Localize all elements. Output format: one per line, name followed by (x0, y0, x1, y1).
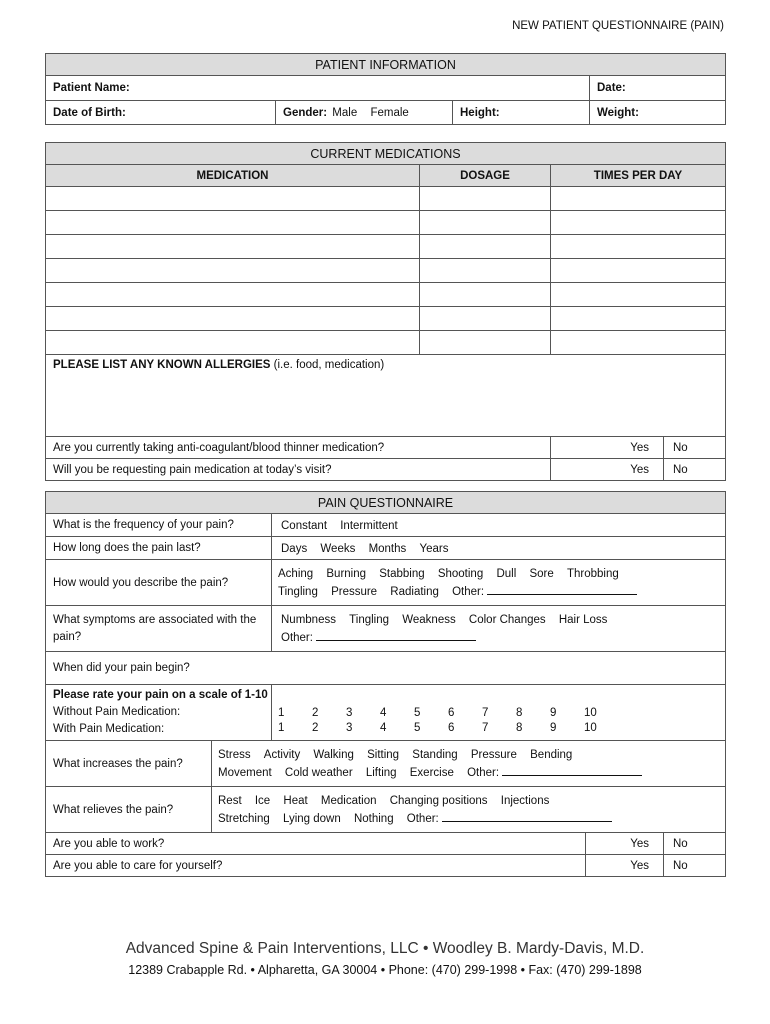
rating-with-option[interactable] (344, 721, 378, 734)
pain-begin-label: When did your pain begin? (53, 662, 190, 674)
no-label: No (673, 838, 688, 850)
rating-value: 3 (346, 722, 353, 734)
rating-without-option[interactable] (446, 706, 480, 719)
rating-value: 9 (550, 722, 557, 734)
option-lifting[interactable]: Lifting (365, 766, 397, 779)
pain-questionnaire-header: PAIN QUESTIONNAIRE (46, 492, 726, 514)
rating-labels (46, 685, 272, 741)
rating-with-option[interactable] (310, 721, 344, 734)
option-exercise[interactable]: Exercise (409, 766, 454, 779)
rating-scales (272, 685, 726, 741)
times-per-day-column-header: TIMES PER DAY (551, 165, 726, 187)
option-radiating[interactable]: Radiating (390, 585, 439, 598)
rating-without-label: Without Pain Medication: (53, 706, 181, 718)
gender-male-option[interactable]: Male (332, 107, 358, 119)
pain-questionnaire-table (45, 491, 726, 877)
no-label: No (673, 860, 688, 872)
work-question: Are you able to work? (46, 833, 586, 855)
height-field[interactable] (453, 101, 590, 125)
option-stress[interactable]: Stress (218, 748, 251, 761)
option-pressure[interactable]: Pressure (331, 585, 378, 598)
rating-without-option[interactable] (582, 706, 616, 719)
rating-value: 7 (482, 707, 489, 719)
rating-without-option[interactable] (276, 706, 310, 719)
yes-label: Yes (630, 464, 649, 476)
duration-options (272, 537, 726, 560)
rating-with-option[interactable] (480, 721, 514, 734)
option-activity[interactable]: Activity (263, 748, 301, 761)
increases-question: What increases the pain? (46, 741, 212, 787)
rating-value: 9 (550, 707, 557, 719)
dosage-cell[interactable] (420, 283, 551, 307)
option-color-changes[interactable]: Color Changes (468, 613, 546, 626)
current-medications-table (45, 142, 726, 481)
dob-label: Date of Birth: (53, 106, 126, 119)
symptoms-options (272, 606, 726, 652)
self-care-yes-option[interactable] (586, 855, 664, 877)
rating-grid (276, 706, 718, 734)
option-days[interactable]: Days (281, 542, 308, 555)
rating-value: 1 (278, 707, 285, 719)
yes-label: Yes (630, 838, 649, 850)
medication-cell[interactable] (46, 211, 420, 235)
option-sitting[interactable]: Sitting (367, 748, 400, 761)
rating-value: 3 (346, 707, 353, 719)
symptoms-question: What symptoms are associated with the pain? (46, 606, 272, 652)
dosage-cell[interactable] (420, 187, 551, 211)
medication-column-header: MEDICATION (46, 165, 420, 187)
anticoag-question: Are you currently taking anti-coagulant/blood thinner medication? (46, 437, 551, 459)
allergies-hint: (i.e. food, medication) (270, 359, 385, 371)
option-heat[interactable]: Heat (283, 794, 308, 807)
option-stabbing[interactable]: Stabbing (379, 567, 425, 580)
rating-value: 5 (414, 722, 421, 734)
other-label: Other: (281, 631, 313, 644)
option-movement[interactable]: Movement (218, 766, 272, 779)
rating-value: 5 (414, 707, 421, 719)
rating-title: Please rate your pain on a scale of 1-10 (53, 689, 268, 701)
rating-with-option[interactable] (276, 721, 310, 734)
rating-with-option[interactable] (514, 721, 548, 734)
rating-value: 2 (312, 707, 319, 719)
rating-value: 10 (584, 707, 597, 719)
date-field[interactable] (590, 76, 726, 101)
dosage-cell[interactable] (420, 259, 551, 283)
pain-med-no-option[interactable] (664, 459, 726, 481)
anticoag-yes-option[interactable] (551, 437, 664, 459)
weight-field[interactable] (590, 101, 726, 125)
pain-med-yes-option[interactable] (551, 459, 664, 481)
rating-without-option[interactable] (344, 706, 378, 719)
option-rest[interactable]: Rest (218, 794, 242, 807)
symptoms-other-blank[interactable] (316, 631, 476, 641)
yes-label: Yes (630, 442, 649, 454)
yes-label: Yes (630, 860, 649, 872)
rating-without-option[interactable] (480, 706, 514, 719)
option-constant[interactable]: Constant (281, 519, 328, 532)
rating-value: 2 (312, 722, 319, 734)
option-bending[interactable]: Bending (530, 748, 573, 761)
option-pressure[interactable]: Pressure (470, 748, 517, 761)
frequency-options (272, 514, 726, 537)
gender-female-option[interactable]: Female (370, 107, 409, 119)
work-yes-option[interactable] (586, 833, 664, 855)
dob-field[interactable] (46, 101, 276, 125)
pain-med-request-question: Will you be requesting pain medication at today’s visit? (46, 459, 551, 481)
gender-label: Gender: (283, 107, 328, 119)
medication-cell[interactable] (46, 187, 420, 211)
option-ice[interactable]: Ice (254, 794, 271, 807)
option-months[interactable]: Months (368, 542, 407, 555)
times-cell[interactable] (551, 235, 726, 259)
option-nothing[interactable]: Nothing (353, 812, 394, 825)
increases-other-blank[interactable] (502, 766, 642, 776)
rating-without-option[interactable] (310, 706, 344, 719)
weight-label: Weight: (597, 106, 639, 119)
option-shooting[interactable]: Shooting (437, 567, 484, 580)
option-tingling[interactable]: Tingling (349, 613, 390, 626)
rating-value: 4 (380, 707, 387, 719)
dosage-column-header: DOSAGE (420, 165, 551, 187)
rating-value: 8 (516, 707, 523, 719)
option-changing-positions[interactable]: Changing positions (389, 794, 488, 807)
times-cell[interactable] (551, 307, 726, 331)
frequency-question: What is the frequency of your pain? (46, 514, 272, 537)
times-cell[interactable] (551, 283, 726, 307)
relieves-options (212, 787, 726, 833)
describe-question: How would you describe the pain? (46, 560, 272, 606)
dosage-cell[interactable] (420, 331, 551, 355)
option-tingling[interactable]: Tingling (278, 585, 318, 598)
pain-begin-question[interactable] (46, 652, 726, 685)
dosage-cell[interactable] (420, 235, 551, 259)
rating-with-option[interactable] (378, 721, 412, 734)
option-dull[interactable]: Dull (496, 567, 517, 580)
patient-name-field[interactable] (46, 76, 590, 101)
option-numbness[interactable]: Numbness (281, 613, 336, 626)
describe-other-blank[interactable] (487, 585, 637, 595)
times-cell[interactable] (551, 211, 726, 235)
medication-cell[interactable] (46, 307, 420, 331)
gender-field (276, 101, 453, 125)
option-lying-down[interactable]: Lying down (282, 812, 341, 825)
other-label: Other: (452, 585, 485, 598)
rating-with-label: With Pain Medication: (53, 723, 165, 735)
rating-with-option[interactable] (582, 721, 616, 734)
duration-question: How long does the pain last? (46, 537, 272, 560)
height-label: Height: (460, 106, 500, 119)
rating-with-option[interactable] (446, 721, 480, 734)
rating-without-option[interactable] (412, 706, 446, 719)
rating-with-option[interactable] (412, 721, 446, 734)
describe-options (272, 560, 726, 606)
medication-cell[interactable] (46, 283, 420, 307)
medication-cell[interactable] (46, 259, 420, 283)
allergies-field[interactable] (46, 355, 726, 437)
option-years[interactable]: Years (419, 542, 449, 555)
no-label: No (673, 464, 688, 476)
allergies-label: PLEASE LIST ANY KNOWN ALLERGIES (53, 359, 271, 371)
rating-with-option[interactable] (548, 721, 582, 734)
footer-contact-info: 12389 Crabapple Rd. • Alpharetta, GA 30004 • Phone: (470) 299-1998 • Fax: (470) 299-1898 (128, 963, 642, 977)
option-sore[interactable]: Sore (529, 567, 554, 580)
option-hair-loss[interactable]: Hair Loss (558, 613, 608, 626)
option-burning[interactable]: Burning (326, 567, 367, 580)
option-weakness[interactable]: Weakness (402, 613, 456, 626)
increases-options (212, 741, 726, 787)
current-medications-header: CURRENT MEDICATIONS (46, 143, 726, 165)
footer-practice-name: Advanced Spine & Pain Interventions, LLC • Woodley B. Mardy-Davis, M.D. (125, 940, 645, 957)
document-title: NEW PATIENT QUESTIONNAIRE (PAIN) (512, 20, 724, 32)
rating-value: 6 (448, 707, 455, 719)
date-label: Date: (597, 82, 626, 94)
relieves-other-blank[interactable] (442, 812, 612, 822)
medication-cell[interactable] (46, 235, 420, 259)
rating-value: 8 (516, 722, 523, 734)
no-label: No (673, 442, 688, 454)
option-standing[interactable]: Standing (412, 748, 458, 761)
option-throbbing[interactable]: Throbbing (566, 567, 619, 580)
rating-without-option[interactable] (548, 706, 582, 719)
patient-name-label: Patient Name: (53, 82, 130, 94)
option-cold-weather[interactable]: Cold weather (284, 766, 353, 779)
rating-value: 10 (584, 722, 597, 734)
rating-value: 1 (278, 722, 285, 734)
patient-information-header: PATIENT INFORMATION (46, 54, 726, 76)
times-cell[interactable] (551, 259, 726, 283)
option-weeks[interactable]: Weeks (320, 542, 356, 555)
rating-value: 4 (380, 722, 387, 734)
self-care-no-option[interactable] (664, 855, 726, 877)
rating-without-option[interactable] (378, 706, 412, 719)
self-care-question: Are you able to care for yourself? (46, 855, 586, 877)
option-walking[interactable]: Walking (313, 748, 354, 761)
other-label: Other: (406, 812, 439, 825)
dosage-cell[interactable] (420, 307, 551, 331)
times-cell[interactable] (551, 331, 726, 355)
other-label: Other: (467, 766, 500, 779)
relieves-question: What relieves the pain? (46, 787, 212, 833)
anticoag-no-option[interactable] (664, 437, 726, 459)
medication-cell[interactable] (46, 331, 420, 355)
times-cell[interactable] (551, 187, 726, 211)
option-injections[interactable]: Injections (500, 794, 550, 807)
dosage-cell[interactable] (420, 211, 551, 235)
option-stretching[interactable]: Stretching (218, 812, 270, 825)
patient-information-table (45, 53, 726, 125)
work-no-option[interactable] (664, 833, 726, 855)
rating-value: 6 (448, 722, 455, 734)
option-medication[interactable]: Medication (320, 794, 377, 807)
option-aching[interactable]: Aching (278, 567, 314, 580)
rating-without-option[interactable] (514, 706, 548, 719)
rating-value: 7 (482, 722, 489, 734)
option-intermittent[interactable]: Intermittent (340, 519, 398, 532)
